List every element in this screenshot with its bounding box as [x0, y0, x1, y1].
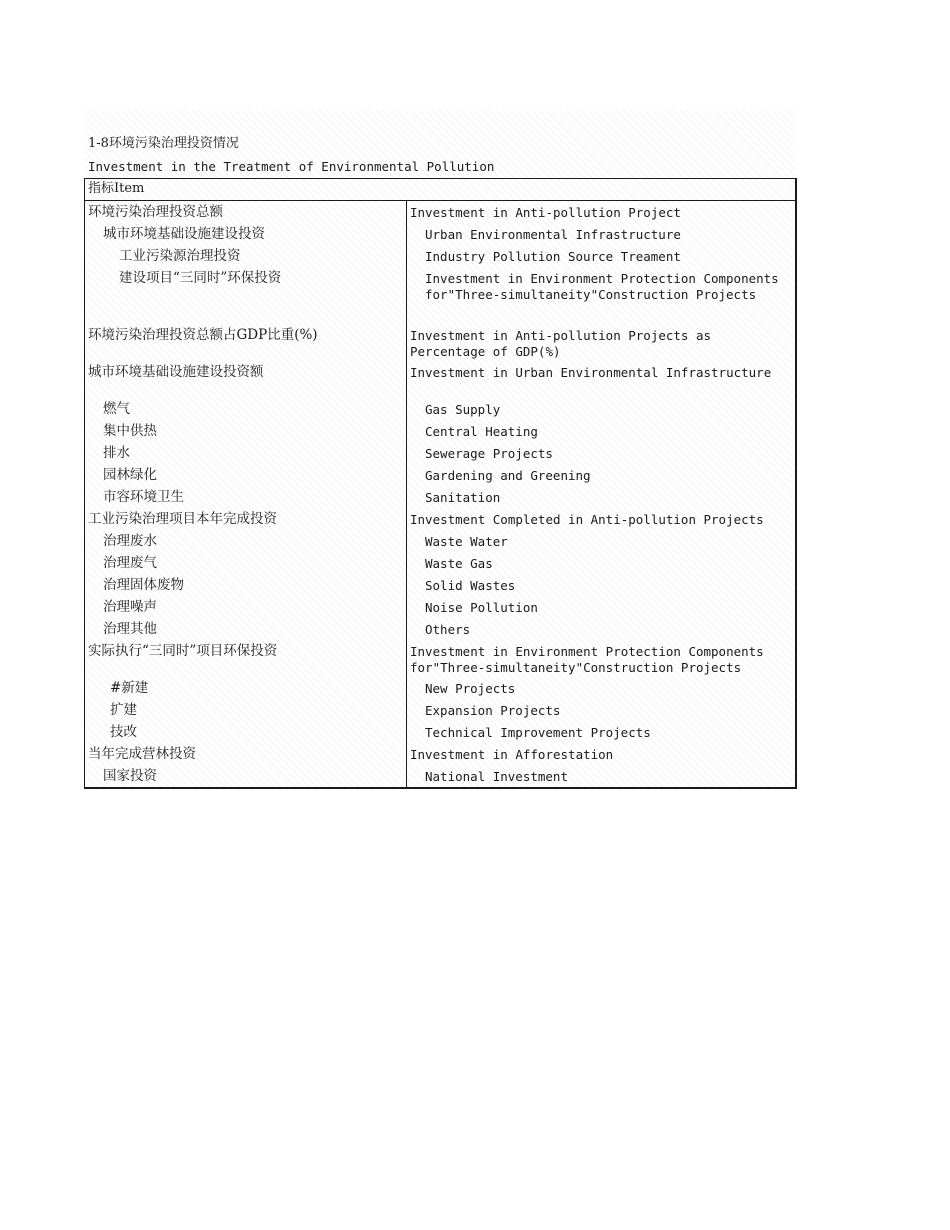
table-header-row [85, 179, 795, 201]
indicator-cn: 环境污染治理投资总额占GDP比重(%) [88, 327, 318, 343]
indicator-en: Central Heating [425, 424, 538, 439]
spreadsheet-page [84, 110, 796, 788]
indicator-cn: 工业污染源治理投资 [119, 248, 241, 264]
indicator-cn: 实际执行“三同时”项目环保投资 [88, 643, 278, 659]
indicator-cn: 治理其他 [103, 621, 157, 637]
indicator-en: Sewerage Projects [425, 446, 553, 461]
indicator-en: Industry Pollution Source Treament [425, 249, 681, 264]
indicator-cn: 城市环境基础设施建设投资额 [88, 364, 264, 380]
indicator-en: Investment in Anti-pollution Projects as Percentage of GDP(%) [410, 328, 712, 359]
indicator-cn: 园林绿化 [103, 467, 157, 483]
header-item-label: 指标Item [88, 181, 145, 196]
indicator-en: Others [425, 622, 471, 637]
indicator-en: Expansion Projects [425, 703, 561, 718]
indicator-cn: 扩建 [110, 702, 137, 718]
indicator-cn: 城市环境基础设施建设投资 [103, 226, 265, 242]
indicator-en: Investment in Environment Protection Components for"Three-simultaneity"Construction Projects [425, 271, 779, 302]
indicator-en: New Projects [425, 681, 516, 696]
indicator-cn: 集中供热 [103, 423, 157, 439]
indicator-en: Investment in Afforestation [410, 747, 614, 762]
table-title-english: Investment in the Treatment of Environmental Pollution [88, 159, 495, 174]
indicator-en: Sanitation [425, 490, 501, 505]
indicator-en: Technical Improvement Projects [425, 725, 651, 740]
indicator-en: Investment Completed in Anti-pollution Projects [410, 512, 764, 527]
table-title-chinese: 1-8环境污染治理投资情况 [88, 136, 239, 151]
indicator-cn: 技改 [110, 724, 137, 740]
indicator-cn: 市容环境卫生 [103, 489, 184, 505]
indicator-en: Investment in Anti-pollution Project [410, 205, 681, 220]
indicator-cn: #新建 [110, 680, 149, 696]
indicator-cn: 建设项目“三同时”环保投资 [119, 270, 282, 286]
indicator-cn: 当年完成营林投资 [88, 746, 196, 762]
indicator-en: National Investment [425, 769, 568, 784]
indicator-en: Solid Wastes [425, 578, 516, 593]
indicator-cn: 国家投资 [103, 768, 157, 784]
indicator-cn: 燃气 [103, 401, 130, 417]
indicator-cn: 治理废气 [103, 555, 157, 571]
indicator-cn: 工业污染治理项目本年完成投资 [88, 511, 277, 527]
indicator-en: Noise Pollution [425, 600, 538, 615]
column-divider [406, 201, 407, 787]
indicator-en: Investment in Urban Environmental Infrastructure [410, 365, 772, 380]
indicator-cn: 治理固体废物 [103, 577, 184, 593]
indicator-en: Waste Water [425, 534, 508, 549]
indicator-en: Urban Environmental Infrastructure [425, 227, 681, 242]
indicator-cn: 环境污染治理投资总额 [88, 204, 223, 220]
indicator-en: Investment in Environment Protection Components for"Three-simultaneity"Construction Projects [410, 644, 764, 675]
indicator-cn: 治理废水 [103, 533, 157, 549]
indicator-cn: 排水 [103, 445, 130, 461]
indicator-table [84, 178, 797, 789]
indicator-cn: 治理噪声 [103, 599, 157, 615]
indicator-en: Gardening and Greening [425, 468, 591, 483]
indicator-en: Waste Gas [425, 556, 493, 571]
indicator-en: Gas Supply [425, 402, 501, 417]
